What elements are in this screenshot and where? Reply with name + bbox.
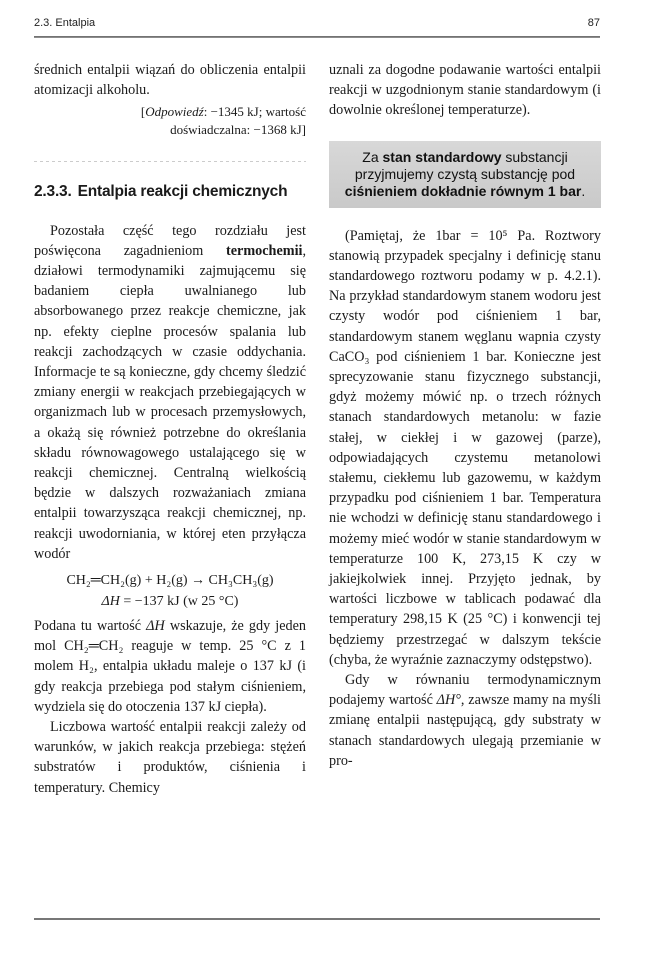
- answer-label: Odpowiedź: [145, 104, 204, 120]
- left-column: [34, 60, 306, 798]
- paragraph-standard-state: (Pamiętaj, że 1bar = 10⁵ Pa. Roztwory stanowią przypadek specjalny i definicję stanu standardowego roztworu podamy w p. 4.2.1). Na przykład standardowym stanem wodoru jest czysty wodór pod ciśnieniem 1 bar, standardowym stanem węglanu wapnia czysty CaCO₃ pod ciśnieniem 1 bar. Konieczne jest sprecyzowanie stanu fizycznego substancji, gdyż możemy mówić np. o trzech różnych stanach standardowych metanolu: w fazie stałej, w ciekłej i w gazowej (parze), odpowiadających czystemu metanolowi stałemu, ciekłemu lub gazowemu, w każdym przypadku pod ciśnieniem 1 bar. Temperatura nie wchodzi w definicję stanu standardowego i możemy mieć wodór w stanie standardowym w temperaturze 100 K, 273,15 K czy w jakiejkolwiek innej. Przyjęto jednak, by wartości liczbowe w tablicach podawać dla temperatury 298,15 K (25 °C) i konwencji tej będziemy przestrzegać w dalszym tekście (chyba, że wyraźnie zaznaczymy odstępstwo).: [329, 227, 601, 668]
- footer-rule: [34, 918, 600, 920]
- text-span: .: [581, 182, 586, 199]
- term-stan-standardowy: stan standardowy: [382, 148, 502, 165]
- delta-h-symbol: ΔH: [146, 618, 165, 635]
- text-span: wskazuje, że gdy jeden mol CH₂═CH₂ reaguje w temp. 25 °C z 1 molem H₂, entalpia układu maleje o 137 kJ (i gdy reakcja przebiega pod stałym ciśnieniem, wydziela się do otoczenia 137 kJ ciepła).: [34, 618, 306, 715]
- header-rule: [34, 36, 600, 38]
- paragraph-delta-h: [34, 616, 306, 717]
- paragraph-convention: uznali za dogodne podawanie wartości entalpii reakcji w uzgodnionym stanie standardowym (i dowolnie określonej temperaturze).: [329, 62, 601, 119]
- answer-line-2: doświadczalna: −1368 kJ: [170, 122, 302, 138]
- running-header: [34, 17, 600, 37]
- text-span: Pozostała część tego rozdziału jest poświęcona zagadnieniom: [34, 222, 306, 259]
- intro-paragraph: średnich entalpii wiązań do obliczenia entalpii atomizacji alkoholu.: [34, 62, 306, 99]
- text-span: Gdy w równaniu termodynamicznym podajemy wartość: [329, 672, 601, 709]
- term-pressure: ciśnieniem dokładnie równym 1 bar: [344, 182, 582, 199]
- definition-box: [329, 141, 601, 208]
- paragraph-conditions: Liczbowa wartość entalpii reakcji zależy od warunków, w jakich reakcja przebiega: stężeń substratów i produktów, ciśnienia i temperatury. Chemicy: [34, 719, 306, 796]
- page-number: 87: [587, 17, 600, 29]
- equation-enthalpy: [34, 591, 306, 612]
- section-header: 2.3. Entalpia: [34, 17, 96, 29]
- equation-block: [34, 570, 306, 612]
- term-termochemia: termochemii: [226, 242, 303, 259]
- equation-value: = −137 kJ (w 25 °C): [119, 594, 239, 610]
- right-column: [329, 60, 601, 771]
- equation-reaction: CH₂═CH₂(g) + H₂(g) → CH₃CH₃(g): [66, 573, 274, 589]
- answer-line-1: : −1345 kJ; wartość: [203, 104, 306, 120]
- delta-h-standard-symbol: ΔH°: [436, 692, 461, 709]
- section-heading: [34, 182, 306, 202]
- answer-block: [Odpowiedź: −1345 kJ; wartość doświadczalna: −1368 kJ]: [140, 104, 306, 138]
- separator: [34, 161, 306, 162]
- delta-h-symbol: ΔH: [101, 594, 120, 610]
- section-title: Entalpia reakcji chemicznych: [77, 183, 288, 201]
- text-span: Za: [362, 148, 383, 165]
- section-number: 2.3.3.: [34, 183, 72, 201]
- text-span: , działowi termodynamiki zajmującemu się badaniem ciepła uwalnianego lub absorbowanego przez reakcje chemiczne, jak np. efekty cieplne procesów spalania lub reakcji zachodzących w czasie oddychania. Informacje te są konieczne, gdy chcemy śledzić zmiany energii w reakcjach przebiegających w organizmach lub w procesach przemysłowych, a okażą się również potrzebne do określania składu równowagowego ustalającego się w reakcji chemicznej. Centralną wielkością będzie w dalszych rozważaniach zmiana entalpii towarzysząca reakcji chemicznej, np. reakcji uwodorniania, w której eten przyłącza wodór: [34, 242, 306, 562]
- text-span: substancji przyjmujemy czystą substancję pod: [354, 148, 576, 182]
- paragraph-termochemia: [34, 221, 306, 564]
- paragraph-thermodynamic-equation: [329, 670, 601, 771]
- text-span: , zawsze mamy na myśli zmianę entalpii następującą, gdy substraty w stanach standardowych ulegają przemianie w pro-: [329, 692, 601, 769]
- text-span: Podana tu wartość: [34, 618, 147, 635]
